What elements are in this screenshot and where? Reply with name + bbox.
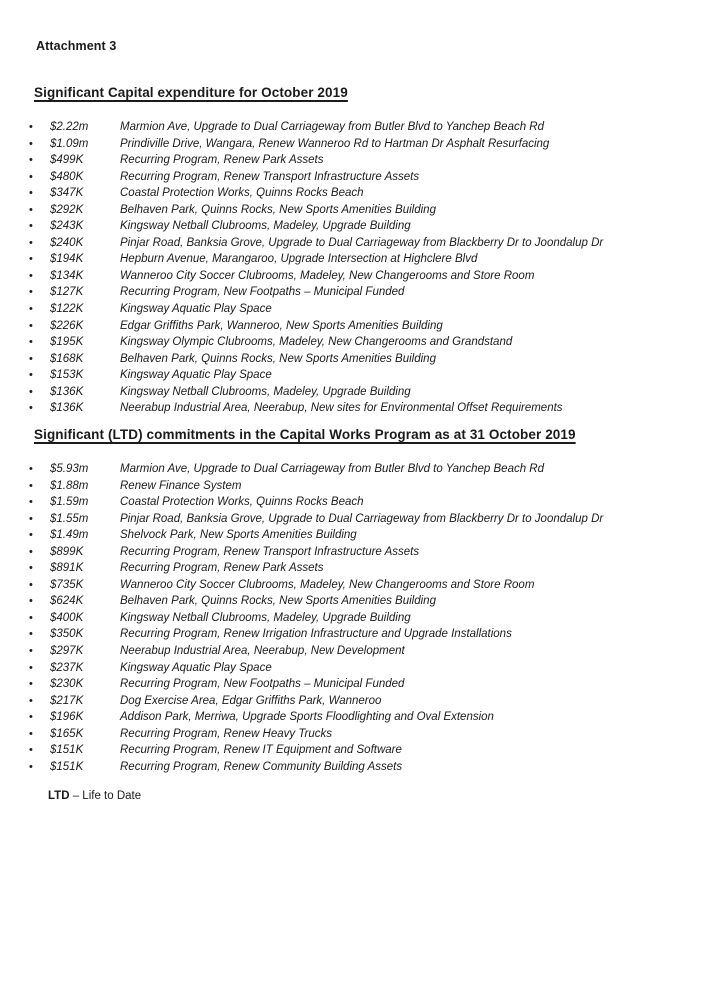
item-description: Coastal Protection Works, Quinns Rocks Beach [120, 187, 364, 200]
item-amount: $136K [50, 385, 84, 398]
item-amount: $237K [50, 661, 84, 674]
list-item [0, 461, 706, 478]
list-item [0, 544, 706, 561]
item-description: Neerabup Industrial Area, Neerabup, New Development [120, 645, 405, 658]
item-amount: $1.88m [50, 479, 89, 492]
item-amount: $151K [50, 760, 84, 773]
item-amount: $5.93m [50, 463, 89, 475]
item-description: Recurring Program, Renew Park Assets [120, 154, 324, 167]
item-amount: $499K [50, 154, 84, 167]
item-description: Wanneroo City Soccer Clubrooms, Madeley, New Changerooms and Store Room [120, 578, 535, 591]
bullet-icon: • [29, 137, 33, 150]
item-description: Kingsway Aquatic Play Space [120, 369, 272, 382]
list-item [0, 169, 706, 186]
item-description: Kingsway Aquatic Play Space [120, 661, 272, 674]
item-description: Recurring Program, New Footpaths – Municipal Funded [120, 678, 405, 691]
item-description: Marmion Ave, Upgrade to Dual Carriageway from Butler Blvd to Yanchep Beach Rd [120, 463, 545, 475]
bullet-icon: • [29, 220, 33, 233]
bullet-icon: • [29, 529, 33, 542]
ltd-commitments-list [0, 461, 706, 775]
item-amount: $165K [50, 727, 84, 740]
bullet-icon: • [29, 661, 33, 674]
list-item [0, 152, 706, 169]
item-amount: $735K [50, 578, 84, 591]
list-item [0, 527, 706, 544]
item-description: Prindiville Drive, Wangara, Renew Wanneroo Rd to Hartman Dr Asphalt Resurfacing [120, 137, 550, 150]
bullet-icon: • [29, 319, 33, 332]
item-amount: $297K [50, 645, 84, 658]
list-item [0, 119, 706, 136]
list-item [0, 400, 706, 417]
capital-expenditure-list [0, 119, 706, 417]
item-description: Neerabup Industrial Area, Neerabup, New sites for Environmental Offset Requirements [120, 402, 563, 415]
bullet-icon: • [29, 463, 33, 475]
item-amount: $240K [50, 236, 84, 249]
item-description: Recurring Program, Renew IT Equipment and Software [120, 744, 402, 757]
list-item [0, 593, 706, 610]
list-item [0, 318, 706, 335]
item-description: Kingsway Netball Clubrooms, Madeley, Upgrade Building [120, 385, 411, 398]
item-amount: $350K [50, 628, 84, 641]
item-description: Marmion Ave, Upgrade to Dual Carriageway from Butler Blvd to Yanchep Beach Rd [120, 121, 545, 133]
list-item [0, 693, 706, 710]
list-item [0, 660, 706, 677]
bullet-icon: • [29, 694, 33, 707]
bullet-icon: • [29, 760, 33, 773]
bullet-icon: • [29, 170, 33, 183]
list-item [0, 626, 706, 643]
item-description: Hepburn Avenue, Marangaroo, Upgrade Intersection at Highclere Blvd [120, 253, 478, 266]
bullet-icon: • [29, 236, 33, 249]
item-amount: $400K [50, 611, 84, 624]
item-amount: $168K [50, 352, 84, 365]
item-description: Pinjar Road, Banksia Grove, Upgrade to Dual Carriageway from Blackberry Dr to Joondalup Dr [120, 236, 604, 249]
bullet-icon: • [29, 611, 33, 624]
bullet-icon: • [29, 628, 33, 641]
item-description: Kingsway Netball Clubrooms, Madeley, Upgrade Building [120, 611, 411, 624]
item-amount: $347K [50, 187, 84, 200]
item-amount: $1.09m [50, 137, 89, 150]
item-amount: $292K [50, 203, 84, 216]
list-item [0, 384, 706, 401]
bullet-icon: • [29, 578, 33, 591]
list-item [0, 334, 706, 351]
bullet-icon: • [29, 711, 33, 724]
item-description: Recurring Program, Renew Transport Infrastructure Assets [120, 170, 420, 183]
bullet-icon: • [29, 645, 33, 658]
list-item [0, 218, 706, 235]
list-item [0, 511, 706, 528]
item-description: Dog Exercise Area, Edgar Griffiths Park, Wanneroo [120, 694, 382, 707]
list-item [0, 351, 706, 368]
list-item [0, 643, 706, 660]
item-amount: $226K [50, 319, 84, 332]
list-item [0, 494, 706, 511]
bullet-icon: • [29, 545, 33, 558]
section-heading-ltd-commitments: Significant (LTD) commitments in the Capital Works Program as at 31 October 2019 [34, 427, 576, 442]
item-amount: $1.49m [50, 529, 89, 542]
list-item [0, 235, 706, 252]
item-description: Recurring Program, Renew Transport Infrastructure Assets [120, 545, 420, 558]
item-description: Shelvock Park, New Sports Amenities Building [120, 529, 357, 542]
item-amount: $2.22m [50, 121, 89, 133]
item-amount: $217K [50, 694, 84, 707]
bullet-icon: • [29, 336, 33, 349]
bullet-icon: • [29, 203, 33, 216]
list-item [0, 610, 706, 627]
list-item [0, 709, 706, 726]
bullet-icon: • [29, 562, 33, 575]
list-item [0, 478, 706, 495]
bullet-icon: • [29, 121, 33, 133]
item-amount: $194K [50, 253, 84, 266]
list-item [0, 367, 706, 384]
bullet-icon: • [29, 678, 33, 691]
item-amount: $624K [50, 595, 84, 608]
item-amount: $195K [50, 336, 84, 349]
list-item [0, 251, 706, 268]
list-item [0, 284, 706, 301]
bullet-icon: • [29, 744, 33, 757]
list-item [0, 742, 706, 759]
item-description: Recurring Program, Renew Park Assets [120, 562, 324, 575]
item-amount: $230K [50, 678, 84, 691]
item-description: Kingsway Aquatic Play Space [120, 303, 272, 316]
list-item [0, 560, 706, 577]
item-description: Recurring Program, New Footpaths – Municipal Funded [120, 286, 405, 299]
item-amount: $243K [50, 220, 84, 233]
ltd-abbreviation: LTD [48, 790, 70, 802]
item-amount: $122K [50, 303, 84, 316]
bullet-icon: • [29, 512, 33, 525]
bullet-icon: • [29, 253, 33, 266]
item-description: Recurring Program, Renew Community Building Assets [120, 760, 403, 773]
bullet-icon: • [29, 479, 33, 492]
list-item [0, 577, 706, 594]
item-amount: $134K [50, 269, 84, 282]
bullet-icon: • [29, 352, 33, 365]
item-description: Kingsway Olympic Clubrooms, Madeley, New Changerooms and Grandstand [120, 336, 513, 349]
bullet-icon: • [29, 595, 33, 608]
item-description: Pinjar Road, Banksia Grove, Upgrade to Dual Carriageway from Blackberry Dr to Joondalup Dr [120, 512, 604, 525]
list-item [0, 268, 706, 285]
bullet-icon: • [29, 496, 33, 509]
list-item [0, 676, 706, 693]
item-description: Wanneroo City Soccer Clubrooms, Madeley, New Changerooms and Store Room [120, 269, 535, 282]
list-item [0, 759, 706, 776]
item-description: Recurring Program, Renew Heavy Trucks [120, 727, 332, 740]
item-description: Belhaven Park, Quinns Rocks, New Sports Amenities Building [120, 595, 436, 608]
item-description: Kingsway Netball Clubrooms, Madeley, Upgrade Building [120, 220, 411, 233]
item-description: Renew Finance System [120, 479, 242, 492]
bullet-icon: • [29, 286, 33, 299]
bullet-icon: • [29, 402, 33, 415]
bullet-icon: • [29, 369, 33, 382]
item-amount: $1.59m [50, 496, 89, 509]
item-amount: $480K [50, 170, 84, 183]
item-description: Addison Park, Merriwa, Upgrade Sports Floodlighting and Oval Extension [120, 711, 494, 724]
item-description: Recurring Program, Renew Irrigation Infrastructure and Upgrade Installations [120, 628, 512, 641]
list-item [0, 726, 706, 743]
item-amount: $151K [50, 744, 84, 757]
bullet-icon: • [29, 303, 33, 316]
item-amount: $196K [50, 711, 84, 724]
item-amount: $153K [50, 369, 84, 382]
item-description: Coastal Protection Works, Quinns Rocks Beach [120, 496, 364, 509]
ltd-definition-note [48, 790, 141, 802]
item-amount: $127K [50, 286, 84, 299]
bullet-icon: • [29, 269, 33, 282]
item-amount: $136K [50, 402, 84, 415]
section-heading-capital-expenditure: Significant Capital expenditure for October 2019 [34, 85, 348, 100]
list-item [0, 202, 706, 219]
item-description: Edgar Griffiths Park, Wanneroo, New Sports Amenities Building [120, 319, 443, 332]
attachment-label: Attachment 3 [36, 39, 117, 53]
item-amount: $1.55m [50, 512, 89, 525]
item-description: Belhaven Park, Quinns Rocks, New Sports Amenities Building [120, 352, 436, 365]
item-amount: $891K [50, 562, 84, 575]
item-description: Belhaven Park, Quinns Rocks, New Sports Amenities Building [120, 203, 436, 216]
ltd-definition-text: – Life to Date [69, 790, 142, 802]
bullet-icon: • [29, 385, 33, 398]
bullet-icon: • [29, 727, 33, 740]
list-item [0, 185, 706, 202]
list-item [0, 136, 706, 153]
bullet-icon: • [29, 154, 33, 167]
bullet-icon: • [29, 187, 33, 200]
item-amount: $899K [50, 545, 84, 558]
list-item [0, 301, 706, 318]
